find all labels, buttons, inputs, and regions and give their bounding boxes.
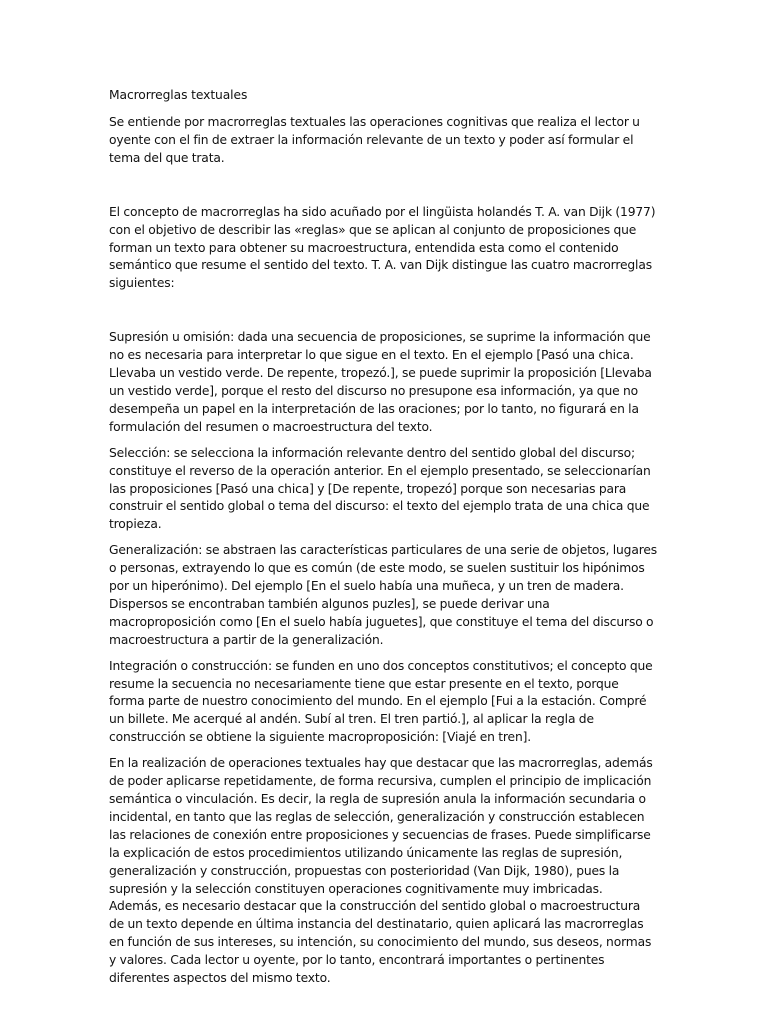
paragraph-definition: Se entiende por macrorreglas textuales las operaciones cognitivas que realiza el lector u oyente con el fin de extraer la información relevante de un texto y poder así formular el tema del que trata. [109, 115, 640, 165]
document-title: Macrorreglas textuales [109, 88, 248, 102]
paragraph-conclusion: En la realización de operaciones textuales hay que destacar que las macrorreglas, además de poder aplicarse repetidamente, de forma recursiva, cumplen el principio de implicación semántica o vinculación. Es decir, la regla de supresión anula la información secundaria o incidental, en tanto que las reglas de selección, generalización y construcción establecen las relaciones de conexión entre proposiciones y secuencias de frases. Puede simplificarse la explicación de estos procedimientos utilizando únicamente las reglas de supresión, generalización y construcción, propuestas con posterioridad (Van Dijk, 1980), pues la supresión y la selección constituyen operaciones cognitivamente muy imbricadas. Además, es necesario destacar que la construcción del sentido global o macroestructura de un texto depende en última instancia del destinatario, quien aplicará las macrorreglas en función de sus intereses, su intención, su conocimiento del mundo, sus deseos, normas y valores. Cada lector u oyente, por lo tanto, encontrará importantes o pertinentes diferentes aspectos del mismo texto. [109, 756, 653, 986]
paragraph-seleccion: Selección: se selecciona la información relevante dentro del sentido global del discurso; constituye el reverso de la operación anterior. En el ejemplo presentado, se seleccionarían las proposiciones [Pasó una chica] y [De repente, tropezó] porque son necesarias para construir el sentido global o tema del discurso: el texto del ejemplo trata de una chica que tropieza. [109, 445, 651, 532]
paragraph-concept-origin: El concepto de macrorreglas ha sido acuñado por el lingüista holandés T. A. van Dijk (1977) con el objetivo de describir las «reglas» que se aplican al conjunto de proposiciones que forman un texto para obtener su macroestructura, entendida esta como el contenido semántico que resume el sentido del texto. T. A. van Dijk distingue las cuatro macrorreglas siguientes: [109, 204, 656, 291]
paragraph-integracion: Integración o construcción: se funden en uno dos conceptos constitutivos; el concepto que resume la secuencia no necesariamente tiene que estar presente en el texto, porque forma parte de nuestro conocimiento del mundo. En el ejemplo [Fui a la estación. Compré un billete. Me acerqué al andén. Subí al tren. El tren partió.], al aplicar la regla de construcción se obtiene la siguiente macroproposición: [Viajé en tren]. [109, 658, 653, 745]
paragraph-generalizacion: Generalización: se abstraen las características particulares de una serie de objetos, lugares o personas, extrayendo lo que es común (de este modo, se suelen sustituir los hipónimos por un hiperónimo). Del ejemplo [En el suelo había una muñeca, y un tren de madera. Dispersos se encontraban también algunos puzles], se puede derivar una macroproposición como [En el suelo había juguetes], que constituye el tema del discurso o macroestructura a partir de la generalización. [109, 543, 658, 647]
paragraph-supresion: Supresión u omisión: dada una secuencia de proposiciones, se suprime la información que no es necesaria para interpretar lo que sigue en el texto. En el ejemplo [Pasó una chica. Llevaba un vestido verde. De repente, tropezó.], se puede suprimir la proposición [Llevaba un vestido verde], porque el resto del discurso no presupone esa información, ya que no desempeña un papel en la interpretación de las oraciones; por lo tanto, no figurará en la formulación del resumen o macroestructura del texto. [109, 330, 652, 434]
document-body [109, 86, 657, 996]
